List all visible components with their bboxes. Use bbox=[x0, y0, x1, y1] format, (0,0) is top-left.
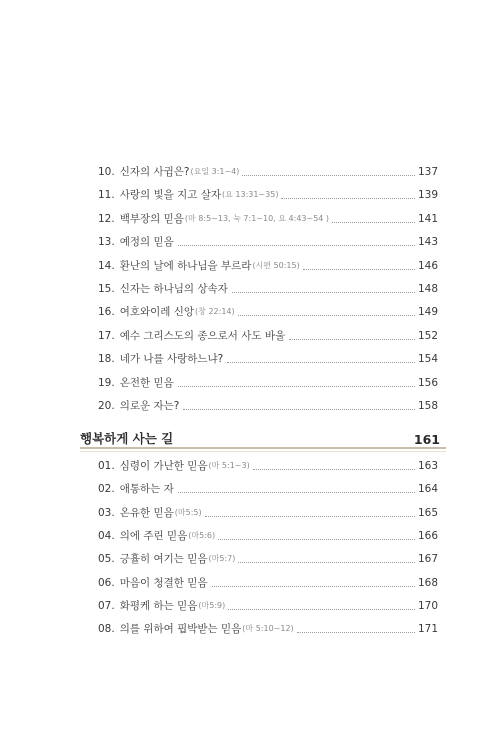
toc-entry-page: 154 bbox=[417, 353, 438, 366]
toc-entry-title: 마음이 청결한 믿음 bbox=[119, 576, 208, 589]
toc-entry-title: 의로운 자는? bbox=[119, 400, 180, 412]
dot-leader bbox=[178, 385, 415, 387]
dot-leader bbox=[178, 244, 415, 246]
toc-entry bbox=[98, 279, 438, 295]
dot-leader bbox=[238, 561, 415, 563]
toc-entry bbox=[98, 396, 438, 412]
toc-entry-number: 15. bbox=[98, 283, 115, 295]
dot-leader bbox=[212, 585, 415, 587]
dot-leader bbox=[228, 608, 415, 610]
toc-entry-number: 01. bbox=[98, 460, 115, 472]
dot-leader bbox=[238, 314, 415, 316]
toc-entry-reference: (마5:9) bbox=[198, 600, 226, 610]
toc-entry-page: 146 bbox=[417, 259, 438, 272]
toc-entry-page: 137 bbox=[417, 166, 438, 178]
toc-entry-title: 사랑의 빛을 지고 살자 bbox=[119, 189, 222, 202]
dot-leader bbox=[332, 221, 415, 223]
toc-entry-title: 온유한 믿음 bbox=[119, 506, 174, 519]
toc-entry-page: 139 bbox=[417, 189, 438, 202]
toc-entry-title: 네가 나를 사랑하느냐? bbox=[119, 353, 224, 366]
toc-entry-page: 156 bbox=[417, 376, 438, 389]
toc-entry-page: 148 bbox=[417, 283, 438, 295]
dot-leader bbox=[253, 468, 415, 470]
toc-entry bbox=[98, 256, 438, 272]
toc-entry bbox=[98, 503, 438, 519]
toc-entry bbox=[98, 456, 438, 472]
toc-entry bbox=[98, 619, 438, 635]
toc-entry-title: 예수 그리스도의 종으로서 사도 바울 bbox=[119, 329, 286, 342]
toc-entry-page: 141 bbox=[417, 212, 438, 225]
toc-entry bbox=[98, 373, 438, 389]
toc-entry bbox=[98, 596, 438, 612]
toc-entry-number: 17. bbox=[98, 329, 115, 342]
toc-entry-number: 18. bbox=[98, 353, 115, 366]
toc-entry-reference: (마5:5) bbox=[174, 507, 202, 517]
toc-entry-page: 163 bbox=[417, 460, 438, 472]
toc-entry-number: 04. bbox=[98, 529, 115, 542]
toc-entry-number: 12. bbox=[98, 212, 115, 225]
toc-entry-title: 신자의 사귐은? bbox=[119, 166, 190, 178]
toc-entry-page: 165 bbox=[417, 506, 438, 519]
toc-entry-title: 백부장의 믿음 bbox=[119, 212, 184, 225]
toc-entry-title: 신자는 하나님의 상속자 bbox=[119, 283, 228, 295]
toc-entry bbox=[98, 349, 438, 365]
toc-entry-title: 예정의 믿음 bbox=[119, 236, 174, 249]
dot-leader bbox=[281, 197, 414, 199]
toc-entry-page: 158 bbox=[417, 400, 438, 412]
toc-entry-reference: (마 8:5~13, 눅 7:1~10, 요 4:43~54 ) bbox=[184, 213, 330, 223]
toc-entry bbox=[98, 573, 438, 589]
toc-entry-number: 13. bbox=[98, 236, 115, 249]
toc-entry-reference: (시편 50:15) bbox=[252, 260, 300, 270]
toc-entry bbox=[98, 209, 438, 225]
dot-leader bbox=[183, 408, 415, 410]
toc-entry-title: 긍휼히 여기는 믿음 bbox=[119, 553, 208, 566]
toc-entry-number: 03. bbox=[98, 506, 115, 519]
toc-entry-page: 170 bbox=[417, 599, 438, 612]
toc-entry bbox=[98, 479, 438, 495]
toc-entry-number: 11. bbox=[98, 189, 115, 202]
dot-leader bbox=[303, 268, 415, 270]
toc-entry-page: 152 bbox=[417, 329, 438, 342]
toc-entry-number: 07. bbox=[98, 599, 115, 612]
toc-entry-reference: (마5:6) bbox=[188, 530, 216, 540]
dot-leader bbox=[218, 538, 415, 540]
toc-entry-page: 164 bbox=[417, 483, 438, 496]
toc-entry bbox=[98, 185, 438, 201]
toc-entry bbox=[98, 162, 438, 178]
toc-entry bbox=[98, 549, 438, 565]
toc-entry bbox=[98, 302, 438, 318]
toc-entry-page: 149 bbox=[417, 306, 438, 319]
toc-entry-reference: (창 22:14) bbox=[195, 307, 235, 317]
dot-leader bbox=[205, 515, 415, 517]
dot-leader bbox=[289, 338, 415, 340]
dot-leader bbox=[178, 491, 415, 493]
section-divider bbox=[80, 447, 446, 449]
toc-entry-number: 16. bbox=[98, 306, 115, 319]
dot-leader bbox=[242, 174, 415, 176]
toc-entry-number: 14. bbox=[98, 259, 115, 272]
toc-entry bbox=[98, 232, 438, 248]
dot-leader bbox=[297, 631, 415, 633]
toc-entry-title: 의를 위하여 핍박받는 믿음 bbox=[119, 623, 242, 636]
toc-entry-number: 02. bbox=[98, 483, 115, 496]
toc-entry-page: 171 bbox=[417, 623, 438, 636]
toc-entry-number: 10. bbox=[98, 166, 115, 178]
toc-entry-title: 화평케 하는 믿음 bbox=[119, 599, 198, 612]
toc-entry-page: 166 bbox=[417, 529, 438, 542]
toc-entry bbox=[98, 526, 438, 542]
toc-entry-title: 심령이 가난한 믿음 bbox=[119, 460, 208, 472]
dot-leader bbox=[232, 291, 415, 293]
toc-entry-page: 168 bbox=[417, 576, 438, 589]
toc-entry-title: 온전한 믿음 bbox=[119, 376, 174, 389]
toc-entry bbox=[98, 326, 438, 342]
section-page: 161 bbox=[413, 432, 440, 447]
toc-entry-reference: (마5:7) bbox=[208, 554, 236, 564]
toc-entry-title: 여호와이레 신앙 bbox=[119, 306, 195, 319]
section-title: 행복하게 사는 길 bbox=[80, 431, 174, 446]
toc-entry-number: 19. bbox=[98, 376, 115, 389]
toc-entry-number: 08. bbox=[98, 623, 115, 636]
toc-entry-page: 167 bbox=[417, 553, 438, 566]
toc-entry-reference: (마 5:10~12) bbox=[242, 624, 294, 634]
section-heading bbox=[80, 429, 440, 447]
toc-entry-number: 06. bbox=[98, 576, 115, 589]
toc-entry-number: 20. bbox=[98, 400, 115, 412]
toc-entry-title: 환난의 날에 하나님을 부르라 bbox=[119, 259, 252, 272]
toc-entry-page: 143 bbox=[417, 236, 438, 249]
toc-entry-title: 애통하는 자 bbox=[119, 483, 174, 496]
toc-entry-reference: (마 5:1~3) bbox=[208, 461, 250, 470]
toc-entry-reference: (요 13:31~35) bbox=[222, 190, 279, 200]
toc-entry-reference: (요일 3:1~4) bbox=[190, 167, 240, 176]
toc-entry-number: 05. bbox=[98, 553, 115, 566]
toc-entry-title: 의에 주린 믿음 bbox=[119, 529, 188, 542]
dot-leader bbox=[227, 361, 415, 363]
